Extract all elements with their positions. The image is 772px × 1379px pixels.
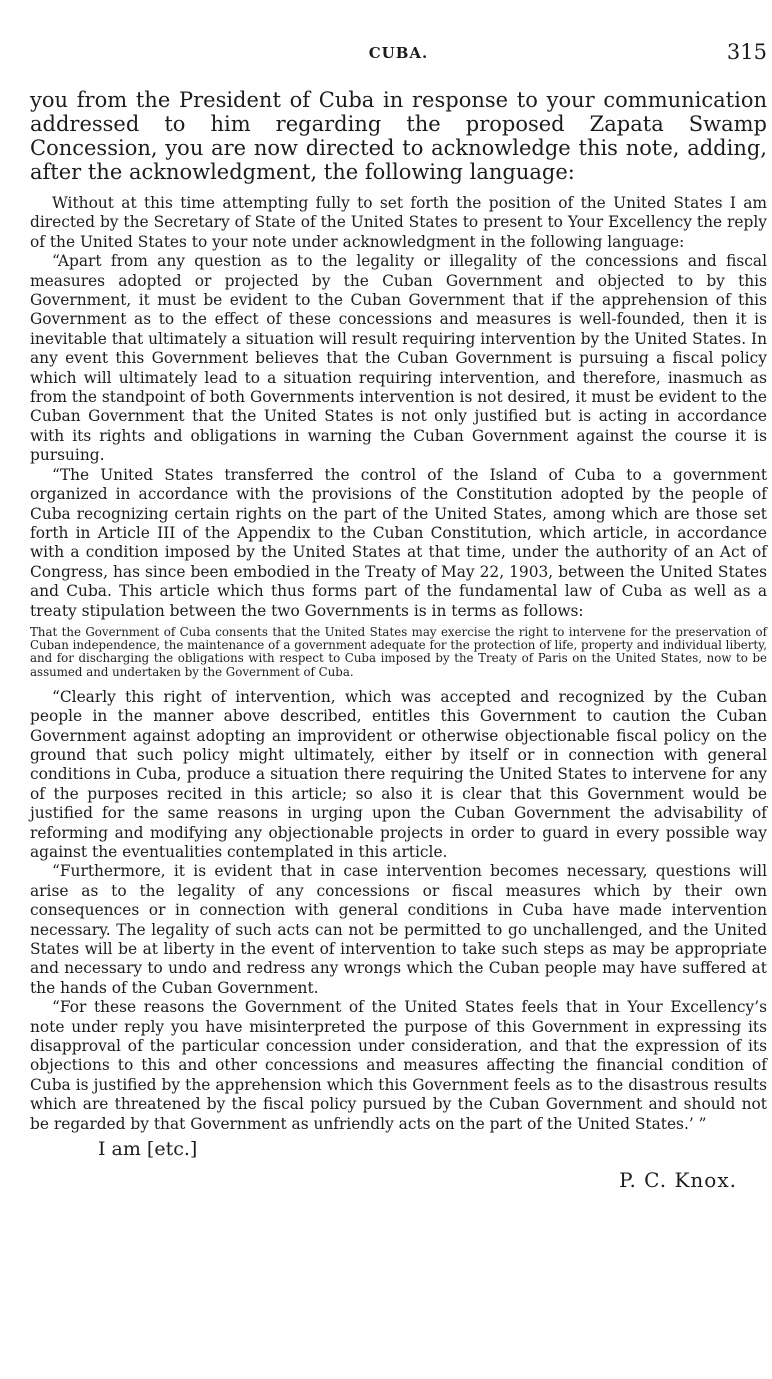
quoted-article-iii: That the Government of Cuba consents that the United States may exercise the right to intervene for the preservation of Cuban independence, the maintenance of a government adequate for the protection of life, property and individual liberty, and for discharging the obligations with respect to Cuba imposed by the Treaty of Paris on the United States, now to be assumed and undertaken by the Government of Cuba. xyxy=(30,624,767,679)
page-number: 315 xyxy=(726,40,767,64)
document-page xyxy=(30,40,767,1208)
letter-paragraph-4: “Furthermore, it is evident that in case intervention becomes necessary, questions will arise as to the legality of any concessions or fiscal measures which by their own consequences or in connection with general conditions in Cuba have made intervention necessary. The legality of such acts can not be permitted to go unchallenged, and the United States will be at liberty in the event of intervention to take such steps as may be appropriate and necessary to undo and redress any wrongs which the Cuban people may have suffered at the hands of the Cuban Government. xyxy=(30,862,767,997)
closing xyxy=(30,1138,767,1208)
letter-body xyxy=(30,194,767,1134)
letter-paragraph-3: “Clearly this right of intervention, which was accepted and recognized by the Cuban people in the manner above described, entitles this Government to caution the Cuban Government against adopting an improvident or otherwise objectionable fiscal policy on the ground that such policy might ultimately, either by itself or in connection with general conditions in Cuba, produce a situation there requiring the United States to intervene for any of the purposes recited in this article; so also it is clear that this Government would be justified for the same reasons in urging upon the Cuban Government the advisability of reforming and modifying any objectionable projects in order to guard in every possible way against the eventualities contemplated in this article. xyxy=(30,687,767,861)
letter-paragraph-2: “The United States transferred the control of the Island of Cuba to a government organized in accordance with the provisions of the Constitution adopted by the people of Cuba recognizing certain rights on the part of the United States, among which are those set forth in Article III of the Appendix to the Cuban Constitution, which article, in accordance with a condition imposed by the United States at that time, under the authority of an Act of Congress, has since been embodied in the Treaty of May 22, 1903, between the United States and Cuba. This article which thus forms part of the fundamental law of Cuba as well as a treaty stipulation between the two Governments is in terms as follows: xyxy=(30,465,767,620)
signature: P. C. Knox. xyxy=(619,1168,737,1193)
letter-intro: Without at this time attempting fully to set forth the position of the United States I am directed by the Secretary of State of the United States to present to Your Excellency the reply of the United States to your note under acknowledgment in the following language: xyxy=(30,194,767,251)
letter-paragraph-5: “For these reasons the Government of the United States feels that in Your Excellency’s note under reply you have misinterpreted the purpose of this Government in expressing its disapproval of the particular concession under consideration, and that the expression of its objections to this and other concessions and measures affecting the financial condition of Cuba is justified by the apprehension which this Government feels as to the disastrous results which are threatened by the fiscal policy pursued by the Cuban Government and should not be regarded by that Government as unfriendly acts on the part of the United States.’ ” xyxy=(30,998,767,1133)
lead-paragraph: you from the President of Cuba in response to your communication addressed to him regarding the proposed Zapata Swamp Concession, you are now directed to acknowledge this note, adding, after the acknowledgment, the following language: xyxy=(30,88,767,184)
running-head-title: CUBA. xyxy=(368,44,429,62)
letter-paragraph-1: “Apart from any question as to the legality or illegality of the concessions and fiscal measures adopted or projected by the Cuban Government and objected to by this Government, it must be evident to the Cuban Government that if the apprehension of this Government as to the effect of these concessions and measures is well-founded, then it is inevitable that ultimately a situation will result requiring intervention by the United States. In any event this Government believes that the Cuban Government is pursuing a fiscal policy which will ultimately lead to a situation requiring intervention, and therefore, inasmuch as from the standpoint of both Governments intervention is not desired, it must be evident to the Cuban Government that the United States is not only justified but is acting in accordance with its rights and obligations in warning the Cuban Government against the course it is pursuing. xyxy=(30,252,767,465)
running-head xyxy=(30,40,767,70)
closing-phrase: I am [etc.] xyxy=(98,1138,198,1161)
